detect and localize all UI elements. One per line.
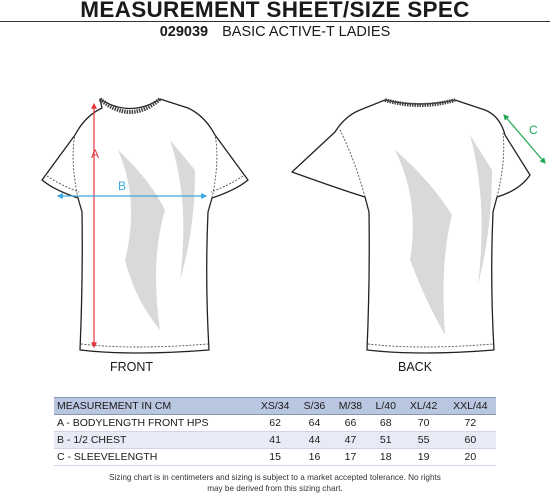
table-cell: 70 (402, 415, 444, 432)
measure-c-label: C (529, 123, 538, 137)
table-row (54, 432, 496, 449)
table-cell: 16 (297, 449, 332, 466)
table-cell: 44 (297, 432, 332, 449)
page-title: MEASUREMENT SHEET/SIZE SPEC (80, 0, 470, 22)
size-spec-table (54, 397, 496, 466)
table-cell: 18 (369, 449, 402, 466)
measure-a-label: A (91, 147, 100, 161)
table-cell: 47 (332, 432, 369, 449)
back-body-outline (292, 100, 530, 353)
sizing-footnote (0, 472, 550, 494)
column-header: S/36 (297, 398, 332, 415)
article-name: BASIC ACTIVE-T LADIES (222, 24, 391, 40)
table-cell: 68 (369, 415, 402, 432)
column-header: MEASUREMENT IN CM (54, 398, 253, 415)
footnote-line: may be derived from this sizing chart. (207, 484, 343, 493)
table-cell: 66 (332, 415, 369, 432)
column-header: M/38 (332, 398, 369, 415)
column-header: XL/42 (402, 398, 444, 415)
column-header: L/40 (369, 398, 402, 415)
table-cell: 15 (253, 449, 297, 466)
table-cell: 41 (253, 432, 297, 449)
table-cell: 20 (445, 449, 496, 466)
table-cell: 17 (332, 449, 369, 466)
table-cell: B - 1/2 CHEST (54, 432, 253, 449)
measure-b-label: B (118, 179, 127, 193)
table-header-row (54, 398, 496, 415)
table-cell: 72 (445, 415, 496, 432)
table-cell: 19 (402, 449, 444, 466)
footnote-line: Sizing chart is in centimeters and sizing is subject to a market accepted tolerance. No rights (109, 473, 441, 482)
back-view-label: BACK (398, 360, 433, 374)
table-cell: 55 (402, 432, 444, 449)
back-shirt (292, 100, 530, 353)
table-cell: 51 (369, 432, 402, 449)
column-header: XXL/44 (445, 398, 496, 415)
table-cell: 60 (445, 432, 496, 449)
front-shirt (42, 99, 248, 353)
column-header: XS/34 (253, 398, 297, 415)
table-row (54, 415, 496, 432)
table-row (54, 449, 496, 466)
table-cell: 62 (253, 415, 297, 432)
article-code: 029039 (159, 24, 209, 40)
table-cell: C - SLEEVELENGTH (54, 449, 253, 466)
front-view-label: FRONT (110, 360, 154, 374)
table-cell: A - BODYLENGTH FRONT HPS (54, 415, 253, 432)
table-cell: 64 (297, 415, 332, 432)
